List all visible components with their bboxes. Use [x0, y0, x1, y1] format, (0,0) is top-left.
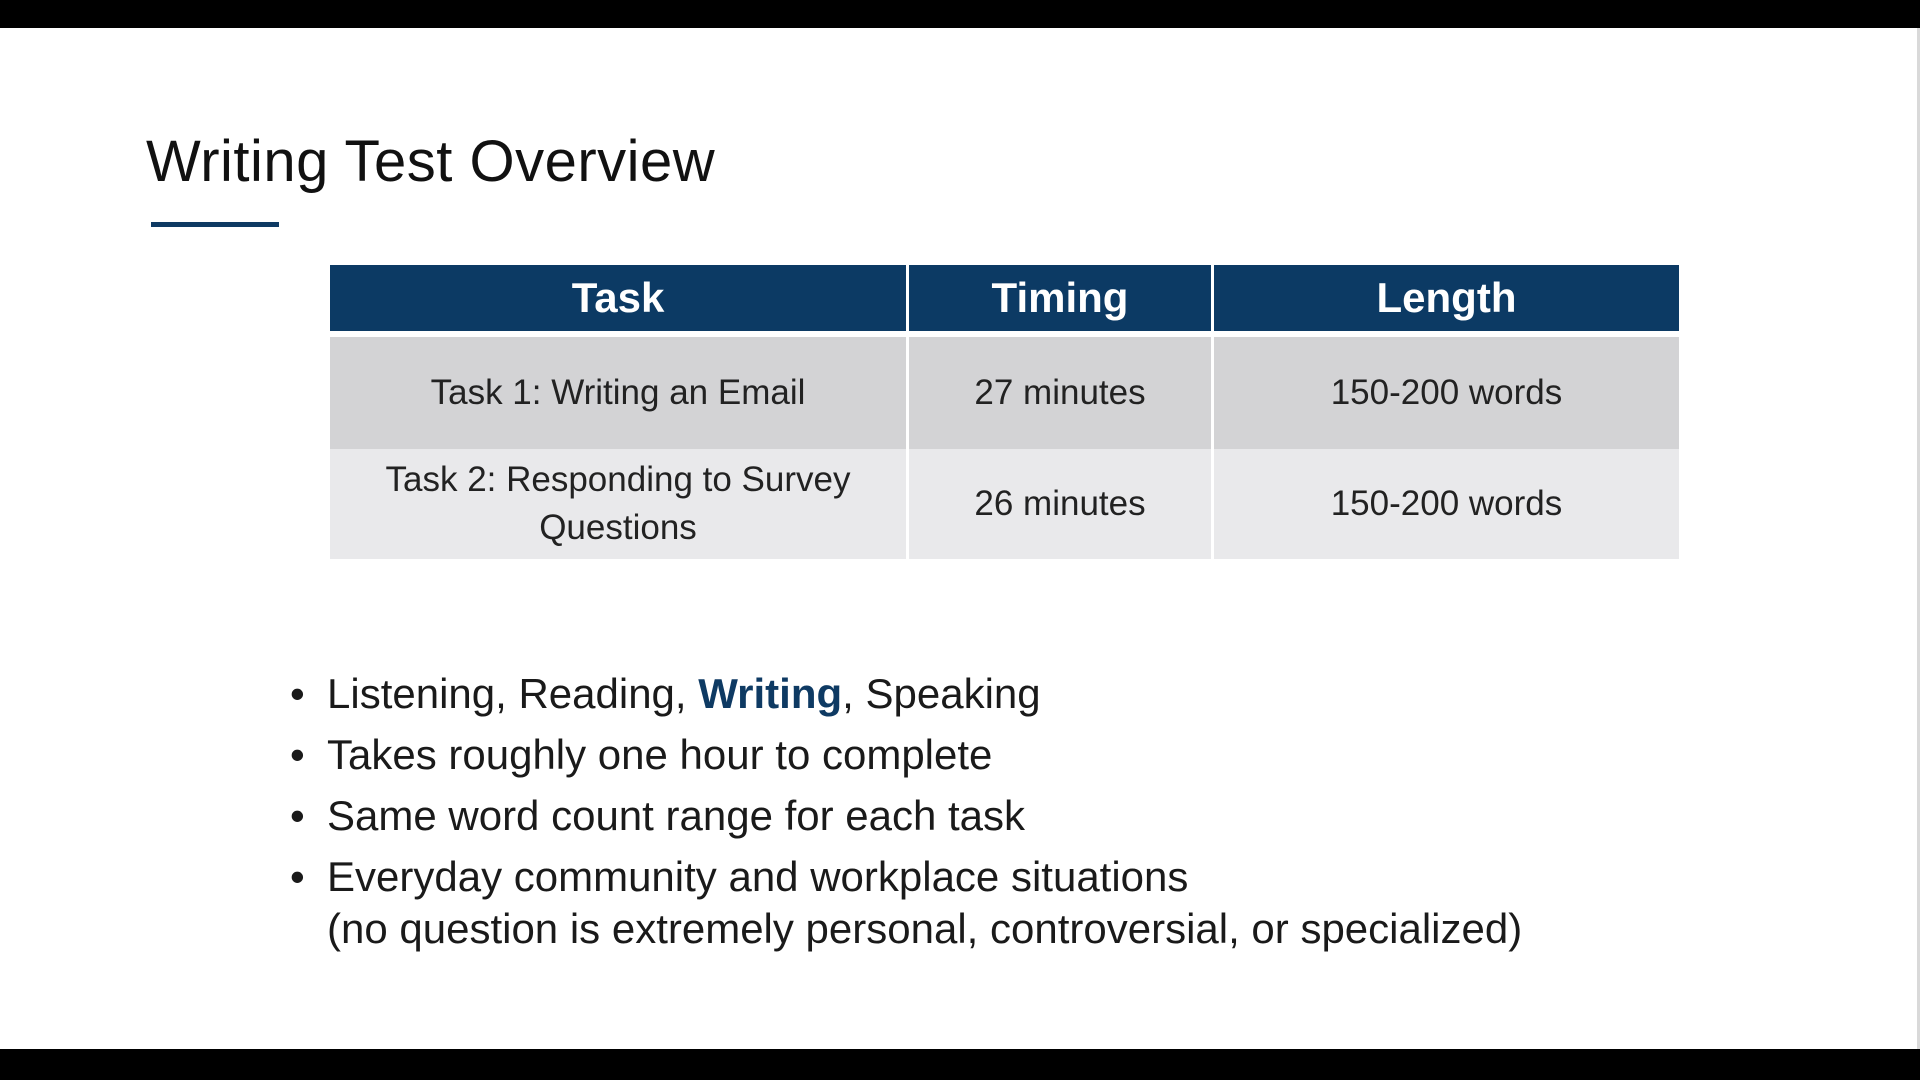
bullet-text: Everyday community and workplace situations: [327, 853, 1189, 900]
table-header-row: [330, 265, 1679, 337]
bullet-text-part: Listening, Reading,: [327, 670, 699, 717]
bullet-text: Same word count range for each task: [327, 792, 1026, 839]
cell-length: 150-200 words: [1214, 337, 1679, 449]
header-length: Length: [1214, 265, 1679, 337]
list-item: [290, 729, 1522, 781]
cell-timing: 27 minutes: [909, 337, 1211, 449]
cell-length: 150-200 words: [1214, 449, 1679, 559]
cell-task: [330, 449, 906, 559]
bullet-text-part: , Speaking: [842, 670, 1041, 717]
cell-task-line-1: Task 2: Responding to Survey: [385, 460, 851, 499]
table-row: [330, 449, 1679, 559]
list-item: [290, 668, 1522, 720]
bullet-subtext: (no question is extremely personal, controversial, or specialized): [327, 905, 1523, 952]
bullet-icon: •: [290, 731, 305, 778]
bullet-highlight: Writing: [698, 670, 843, 717]
bullet-icon: •: [290, 853, 305, 900]
bullet-text: Takes roughly one hour to complete: [327, 731, 993, 778]
overview-table: [327, 265, 1682, 559]
bullet-icon: •: [290, 792, 305, 839]
cell-task: Task 1: Writing an Email: [330, 337, 906, 449]
slide-title: Writing Test Overview: [146, 129, 716, 194]
list-item: [290, 851, 1522, 955]
table-row: [330, 337, 1679, 449]
cell-timing: 26 minutes: [909, 449, 1211, 559]
header-task: Task: [330, 265, 906, 337]
bullet-list: [290, 668, 1522, 964]
title-underline: [151, 222, 279, 227]
cell-task-line-2: Questions: [539, 508, 697, 547]
bullet-icon: •: [290, 670, 305, 717]
header-timing: Timing: [909, 265, 1211, 337]
list-item: [290, 790, 1522, 842]
